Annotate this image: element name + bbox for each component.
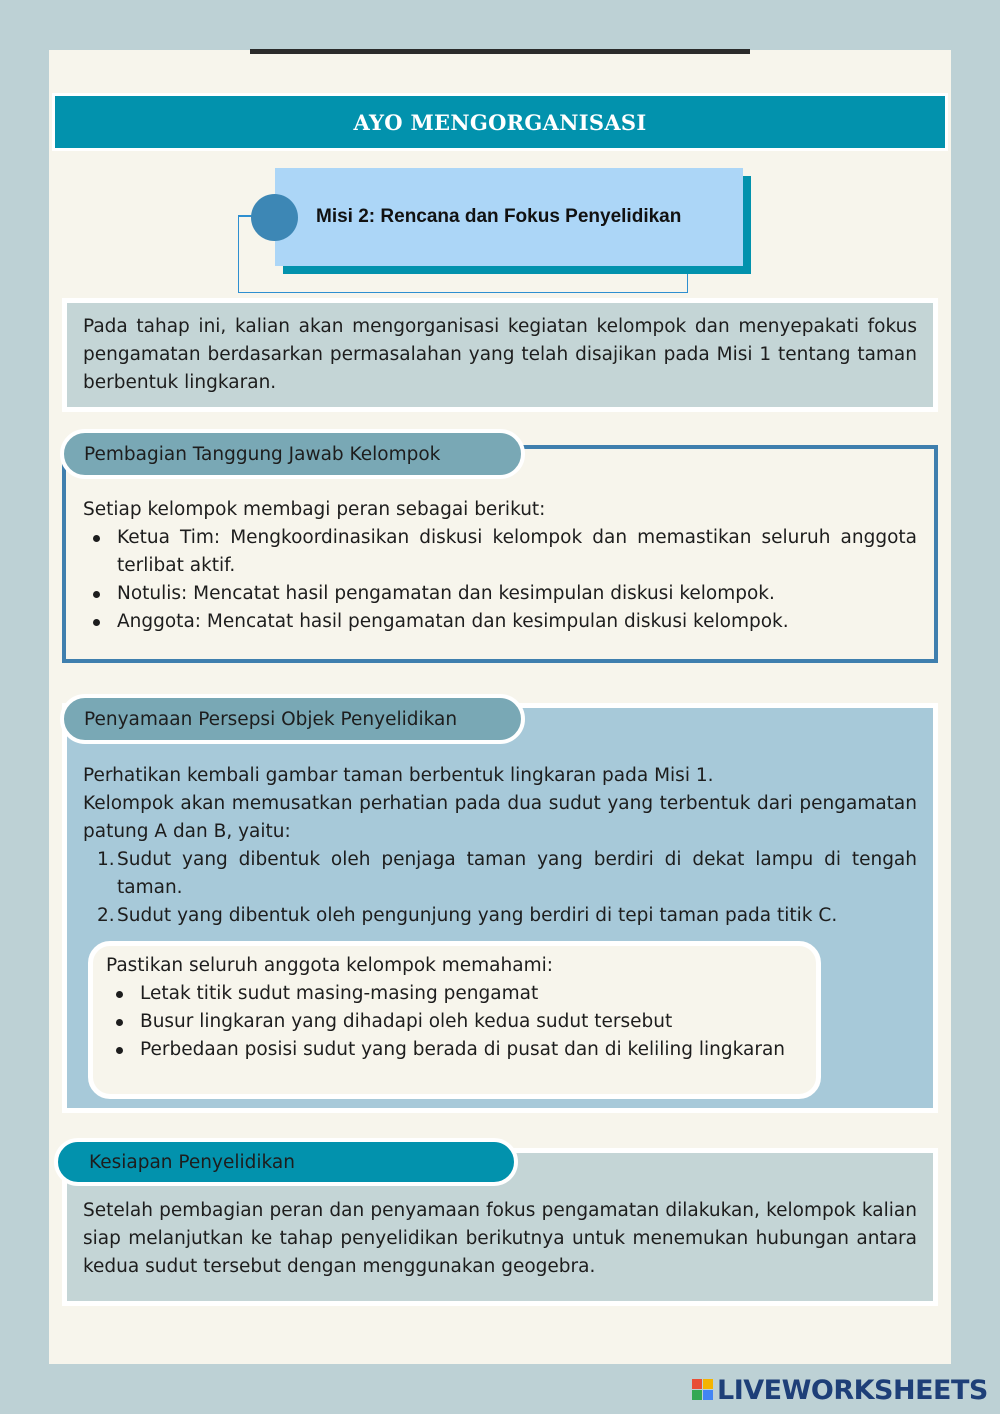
perception-tab-label: Penyamaan Persepsi Objek Penyelidikan	[84, 708, 458, 730]
perception-line-1: Perhatikan kembali gambar taman berbentuk lingkaran pada Misi 1.	[83, 765, 714, 786]
roles-tab-label: Pembagian Tanggung Jawab Kelompok	[84, 443, 441, 465]
page-title: AYO MENGORGANISASI	[353, 109, 647, 135]
readiness-text: Setelah pembagian peran dan penyamaan fokus pengamatan dilakukan, kelompok kalian siap melanjutkan ke tahap penyelidikan berikutnya untuk menemukan hubungan antara kedua sudut tersebut dengan menggunakan geogebra.	[83, 1200, 917, 1277]
roles-list	[83, 524, 917, 636]
intro-text: Pada tahap ini, kalian akan mengorganisasi kegiatan kelompok dan menyepakati fokus pengamatan berdasarkan permasalahan yang telah disajikan pada Misi 1 tentang taman berbentuk lingkaran.	[83, 316, 917, 393]
liveworksheets-wordmark: LIVEWORKSHEETS	[717, 1374, 988, 1406]
list-item: Notulis: Mencatat hasil pengamatan dan kesimpulan diskusi kelompok.	[83, 580, 917, 608]
readiness-tab-label: Kesiapan Penyelidikan	[89, 1151, 295, 1173]
liveworksheets-cube-icon	[692, 1379, 714, 1401]
understanding-lead: Pastikan seluruh anggota kelompok memahami:	[106, 955, 553, 976]
understanding-box	[88, 941, 821, 1099]
perception-tab	[60, 694, 525, 744]
perception-panel	[62, 703, 938, 1113]
intro-panel	[62, 298, 938, 412]
list-item: Busur lingkaran yang dihadapi oleh kedua sudut tersebut	[106, 1008, 803, 1036]
mission-title: Misi 2: Rencana dan Fokus Penyelidikan	[316, 206, 682, 227]
perception-numbered-list	[83, 846, 917, 930]
roles-lead: Setiap kelompok membagi peran sebagai berikut:	[83, 499, 546, 520]
header-banner	[52, 93, 948, 151]
readiness-tab	[54, 1138, 518, 1186]
mission-box	[275, 168, 743, 266]
understanding-list	[106, 980, 803, 1064]
liveworksheets-logo[interactable]	[692, 1373, 988, 1407]
list-item: Ketua Tim: Mengkoordinasikan diskusi kelompok dan memastikan seluruh anggota terlibat aktif.	[83, 524, 917, 580]
list-item: Perbedaan posisi sudut yang berada di pusat dan di keliling lingkaran	[106, 1036, 803, 1064]
roles-tab	[60, 429, 525, 479]
list-item: Letak titik sudut masing-masing pengamat	[106, 980, 803, 1008]
perception-line-2: Kelompok akan memusatkan perhatian pada dua sudut yang terbentuk dari pengamatan patung A dan B, yaitu:	[83, 793, 917, 842]
list-item: 1. Sudut yang dibentuk oleh penjaga taman yang berdiri di dekat lampu di tengah taman.	[97, 849, 917, 898]
top-divider	[250, 49, 750, 54]
list-item: Anggota: Mencatat hasil pengamatan dan kesimpulan diskusi kelompok.	[83, 608, 917, 636]
list-item: 2. Sudut yang dibentuk oleh pengunjung yang berdiri di tepi taman pada titik C.	[97, 905, 838, 926]
mission-circle-decoration	[251, 194, 298, 241]
